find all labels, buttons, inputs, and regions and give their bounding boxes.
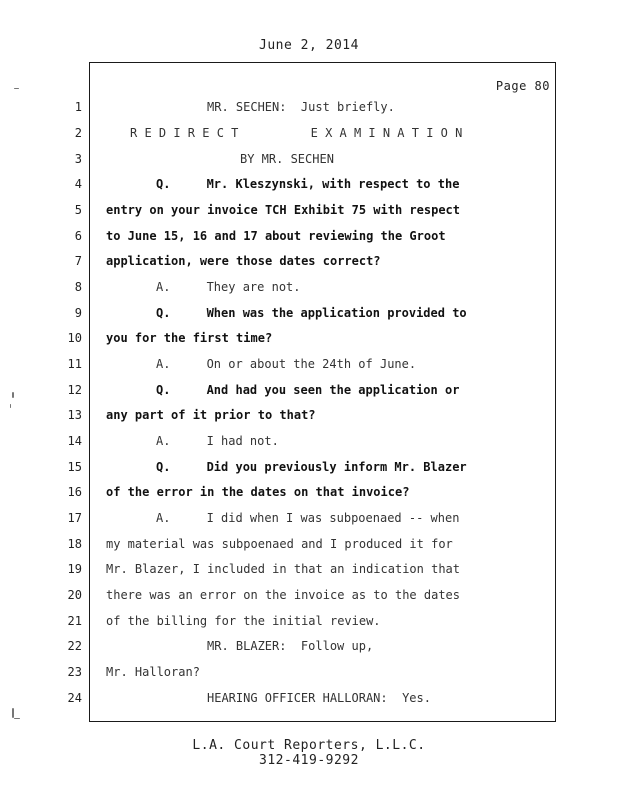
scan-speck <box>12 392 14 398</box>
footer-company: L.A. Court Reporters, L.L.C. <box>192 738 426 753</box>
line-number: 19 <box>67 562 82 576</box>
line-number: 21 <box>67 614 82 628</box>
transcript-line: MR. SECHEN: Just briefly. <box>207 100 395 114</box>
transcript-line: BY MR. SECHEN <box>240 152 334 166</box>
transcript-line: Mr. Blazer, I included in that an indication that <box>106 562 461 576</box>
line-number: 4 <box>74 177 82 191</box>
line-number: 13 <box>67 408 82 422</box>
line-number: 16 <box>67 485 82 499</box>
line-number: 2 <box>74 126 82 140</box>
line-number: 24 <box>67 691 82 705</box>
transcript-line: R E D I R E C T E X A M I N A T I O N <box>130 126 463 140</box>
line-number: 3 <box>74 152 82 166</box>
line-number: 8 <box>74 280 82 294</box>
line-number: 9 <box>74 306 82 320</box>
line-number: 12 <box>67 383 82 397</box>
transcript-line: A. I had not. <box>156 434 279 448</box>
transcript-line: to June 15, 16 and 17 about reviewing the Groot <box>106 229 446 243</box>
line-number: 15 <box>67 460 82 474</box>
transcript-line: any part of it prior to that? <box>106 408 316 422</box>
line-number: 6 <box>74 229 82 243</box>
transcript-line: A. I did when I was subpoenaed -- when <box>156 511 460 525</box>
scan-speck <box>14 718 20 719</box>
line-number: 11 <box>67 357 82 371</box>
transcript-line: MR. BLAZER: Follow up, <box>207 639 374 653</box>
transcript-line: A. On or about the 24th of June. <box>156 357 417 371</box>
line-number: 20 <box>67 588 82 602</box>
transcript-line: Q. Mr. Kleszynski, with respect to the <box>156 177 460 191</box>
line-number: 17 <box>67 511 82 525</box>
transcript-line: Mr. Halloran? <box>106 665 200 679</box>
line-number: 10 <box>67 331 82 345</box>
page-number: Page 80 <box>495 79 550 93</box>
transcript-line: my material was subpoenaed and I produced it for <box>106 537 453 551</box>
transcript-line: Q. Did you previously inform Mr. Blazer <box>156 460 467 474</box>
transcript-line: HEARING OFFICER HALLORAN: Yes. <box>207 691 431 705</box>
transcript-line: entry on your invoice TCH Exhibit 75 with respect <box>106 203 461 217</box>
scan-speck <box>10 404 11 408</box>
line-number: 18 <box>67 537 82 551</box>
transcript-line: you for the first time? <box>106 331 273 345</box>
scan-speck <box>12 708 14 718</box>
footer-phone: 312-419-9292 <box>259 753 359 768</box>
transcript-line: A. They are not. <box>156 280 301 294</box>
line-number: 7 <box>74 254 82 268</box>
transcript-line: there was an error on the invoice as to the dates <box>106 588 461 602</box>
header-date: June 2, 2014 <box>259 38 359 53</box>
line-number: 5 <box>74 203 82 217</box>
transcript-line: of the billing for the initial review. <box>106 614 381 628</box>
line-number: 22 <box>67 639 82 653</box>
scan-speck <box>14 88 19 89</box>
line-number: 1 <box>74 100 82 114</box>
transcript-line: Q. When was the application provided to <box>156 306 467 320</box>
transcript-line: Q. And had you seen the application or <box>156 383 460 397</box>
transcript-line: of the error in the dates on that invoice? <box>106 485 410 499</box>
line-number: 14 <box>67 434 82 448</box>
line-number: 23 <box>67 665 82 679</box>
transcript-line: application, were those dates correct? <box>106 254 381 268</box>
